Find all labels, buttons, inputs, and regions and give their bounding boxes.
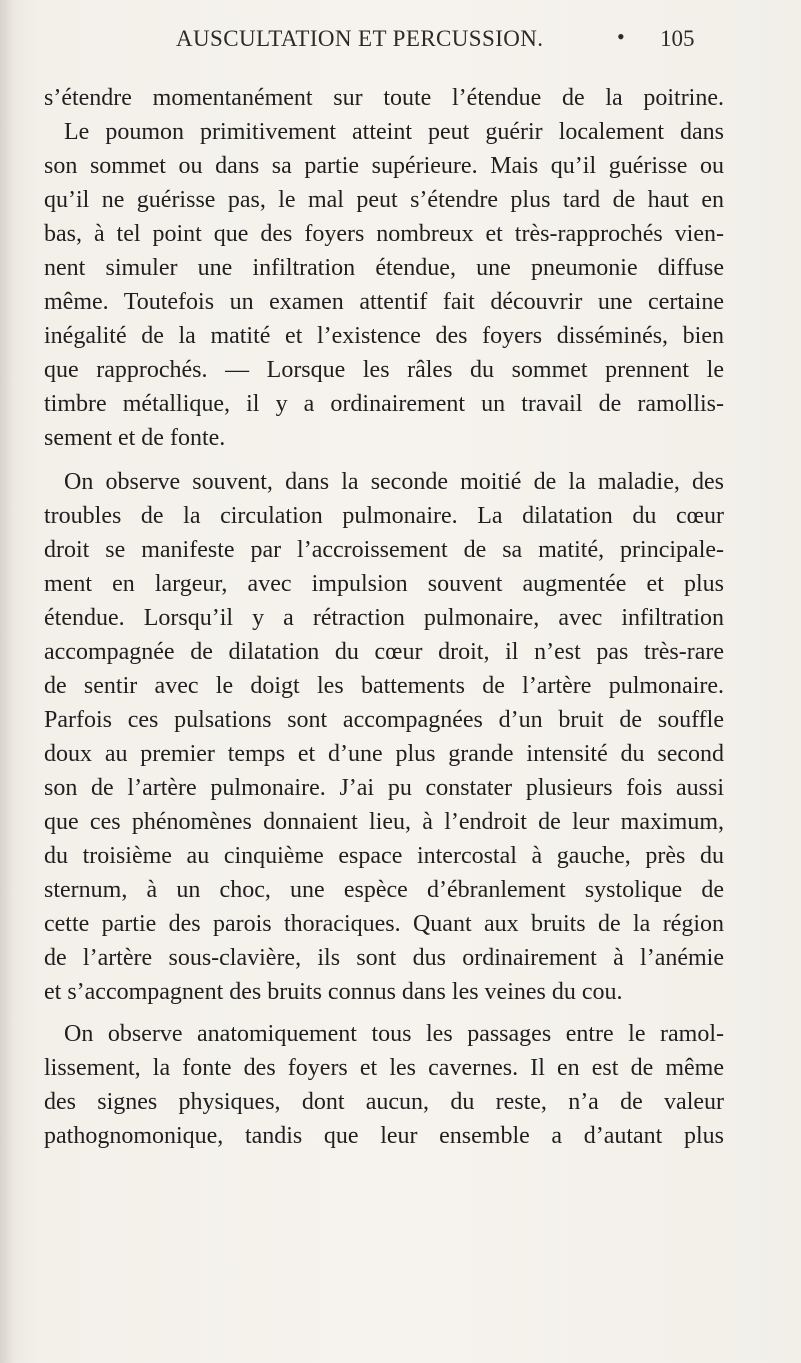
text-line: étendue. Lorsqu’il y a rétraction pulmonaire, avec infiltration: [44, 605, 724, 631]
page-number: 105: [660, 26, 695, 51]
text-line: du troisième au cinquième espace intercostal à gauche, près du: [44, 843, 724, 869]
text-line: Le poumon primitivement atteint peut guérir localement dans: [64, 119, 724, 145]
text-line: des signes physiques, dont aucun, du reste, n’a de valeur: [44, 1089, 724, 1115]
text-line: Parfois ces pulsations sont accompagnées d’un bruit de souffle: [44, 707, 724, 733]
text-line: troubles de la circulation pulmonaire. La dilatation du cœur: [44, 503, 724, 529]
text-line: On observe anatomiquement tous les passages entre le ramol-: [64, 1021, 724, 1047]
text-line: de l’artère sous-clavière, ils sont dus ordinairement à l’anémie: [44, 945, 724, 971]
text-line: doux au premier temps et d’une plus grande intensité du second: [44, 741, 724, 767]
text-line: s’étendre momentanément sur toute l’étendue de la poitrine.: [44, 85, 724, 111]
text-line: même. Toutefois un examen attentif fait découvrir une certaine: [44, 289, 724, 315]
text-line: son sommet ou dans sa partie supérieure. Mais qu’il guérisse ou: [44, 153, 724, 179]
text-line: que rapprochés. — Lorsque les râles du sommet prennent le: [44, 357, 724, 383]
text-line: inégalité de la matité et l’existence des foyers disséminés, bien: [44, 323, 724, 349]
text-line: cette partie des parois thoraciques. Quant aux bruits de la région: [44, 911, 724, 937]
text-line: bas, à tel point que des foyers nombreux et très-rapprochés vien-: [44, 221, 724, 247]
text-line: sement et de fonte.: [44, 425, 226, 451]
running-head-title: AUSCULTATION ET PERCUSSION.: [176, 26, 544, 51]
text-line: pathognomonique, tandis que leur ensemble a d’autant plus: [44, 1123, 724, 1149]
text-line: de sentir avec le doigt les battements de l’artère pulmonaire.: [44, 673, 724, 699]
text-line: droit se manifeste par l’accroissement de sa matité, principale-: [44, 537, 724, 563]
running-head-dot: •: [617, 24, 625, 49]
text-line: timbre métallique, il y a ordinairement un travail de ramollis-: [44, 391, 724, 417]
text-line: que ces phénomènes donnaient lieu, à l’endroit de leur maximum,: [44, 809, 724, 835]
text-line: lissement, la fonte des foyers et les cavernes. Il en est de même: [44, 1055, 724, 1081]
text-line: ment en largeur, avec impulsion souvent augmentée et plus: [44, 571, 724, 597]
text-line: nent simuler une infiltration étendue, une pneumonie diffuse: [44, 255, 724, 281]
text-line: son de l’artère pulmonaire. J’ai pu constater plusieurs fois aussi: [44, 775, 724, 801]
text-line: On observe souvent, dans la seconde moitié de la maladie, des: [64, 469, 724, 495]
text-line: et s’accompagnent des bruits connus dans les veines du cou.: [44, 979, 623, 1005]
text-line: sternum, à un choc, une espèce d’ébranlement systolique de: [44, 877, 724, 903]
text-line: qu’il ne guérisse pas, le mal peut s’étendre plus tard de haut en: [44, 187, 724, 213]
text-line: accompagnée de dilatation du cœur droit, il n’est pas très-rare: [44, 639, 724, 665]
